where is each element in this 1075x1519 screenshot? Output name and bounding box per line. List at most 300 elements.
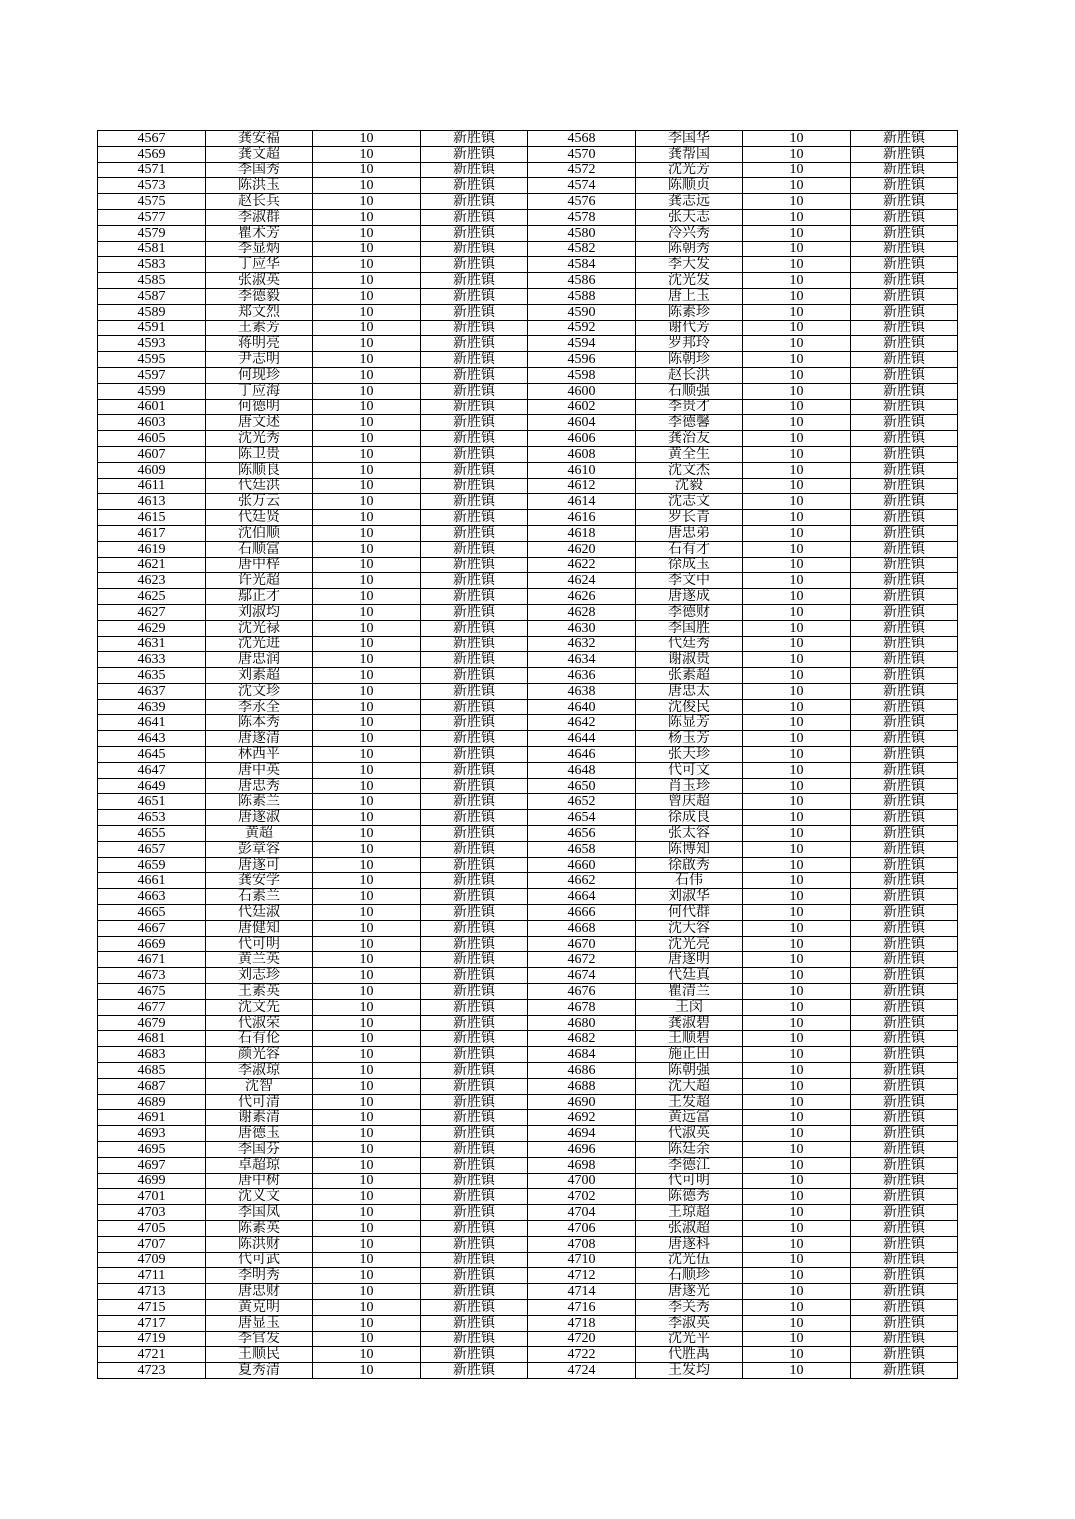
left-name-cell: 龚文超 bbox=[206, 146, 313, 162]
left-id-cell: 4629 bbox=[98, 620, 206, 636]
right-id-cell: 4704 bbox=[528, 1205, 636, 1221]
left-count-cell: 10 bbox=[313, 1220, 421, 1236]
right-town-cell: 新胜镇 bbox=[851, 589, 958, 605]
right-id-cell: 4600 bbox=[528, 383, 636, 399]
left-name-cell: 唐忠润 bbox=[206, 652, 313, 668]
left-name-cell: 龚安福 bbox=[206, 131, 313, 147]
left-count-cell: 10 bbox=[313, 984, 421, 1000]
right-name-cell: 李德馨 bbox=[636, 415, 743, 431]
right-name-cell: 沈光伍 bbox=[636, 1252, 743, 1268]
left-name-cell: 唐遂淑 bbox=[206, 810, 313, 826]
right-id-cell: 4652 bbox=[528, 794, 636, 810]
left-id-cell: 4647 bbox=[98, 762, 206, 778]
right-id-cell: 4582 bbox=[528, 241, 636, 257]
left-name-cell: 唐忠财 bbox=[206, 1284, 313, 1300]
right-count-cell: 10 bbox=[743, 1315, 851, 1331]
table-row bbox=[98, 1252, 958, 1268]
right-id-cell: 4594 bbox=[528, 336, 636, 352]
left-count-cell: 10 bbox=[313, 778, 421, 794]
left-town-cell: 新胜镇 bbox=[421, 1236, 528, 1252]
left-count-cell: 10 bbox=[313, 810, 421, 826]
left-count-cell: 10 bbox=[313, 794, 421, 810]
left-id-cell: 4617 bbox=[98, 525, 206, 541]
right-count-cell: 10 bbox=[743, 873, 851, 889]
left-id-cell: 4703 bbox=[98, 1205, 206, 1221]
table-row bbox=[98, 510, 958, 526]
left-count-cell: 10 bbox=[313, 1299, 421, 1315]
table-row bbox=[98, 446, 958, 462]
table-row bbox=[98, 1220, 958, 1236]
right-name-cell: 李贵才 bbox=[636, 399, 743, 415]
right-town-cell: 新胜镇 bbox=[851, 367, 958, 383]
right-town-cell: 新胜镇 bbox=[851, 999, 958, 1015]
left-name-cell: 赵长兵 bbox=[206, 194, 313, 210]
left-name-cell: 谢素清 bbox=[206, 1110, 313, 1126]
left-id-cell: 4681 bbox=[98, 1031, 206, 1047]
right-town-cell: 新胜镇 bbox=[851, 794, 958, 810]
right-id-cell: 4588 bbox=[528, 288, 636, 304]
left-town-cell: 新胜镇 bbox=[421, 762, 528, 778]
left-name-cell: 唐中梓 bbox=[206, 557, 313, 573]
table-row bbox=[98, 1363, 958, 1379]
left-id-cell: 4655 bbox=[98, 826, 206, 842]
right-count-cell: 10 bbox=[743, 636, 851, 652]
left-count-cell: 10 bbox=[313, 762, 421, 778]
left-id-cell: 4691 bbox=[98, 1110, 206, 1126]
left-id-cell: 4677 bbox=[98, 999, 206, 1015]
left-name-cell: 代廷贤 bbox=[206, 510, 313, 526]
right-id-cell: 4650 bbox=[528, 778, 636, 794]
right-town-cell: 新胜镇 bbox=[851, 936, 958, 952]
right-name-cell: 李德江 bbox=[636, 1157, 743, 1173]
left-count-cell: 10 bbox=[313, 905, 421, 921]
right-count-cell: 10 bbox=[743, 1173, 851, 1189]
table-row bbox=[98, 1205, 958, 1221]
right-id-cell: 4714 bbox=[528, 1284, 636, 1300]
roster-table bbox=[97, 130, 958, 1379]
left-id-cell: 4659 bbox=[98, 857, 206, 873]
left-town-cell: 新胜镇 bbox=[421, 604, 528, 620]
left-count-cell: 10 bbox=[313, 131, 421, 147]
left-count-cell: 10 bbox=[313, 241, 421, 257]
left-count-cell: 10 bbox=[313, 841, 421, 857]
right-id-cell: 4604 bbox=[528, 415, 636, 431]
right-name-cell: 肖玉珍 bbox=[636, 778, 743, 794]
right-name-cell: 沈俊民 bbox=[636, 699, 743, 715]
right-town-cell: 新胜镇 bbox=[851, 1031, 958, 1047]
right-town-cell: 新胜镇 bbox=[851, 857, 958, 873]
right-id-cell: 4658 bbox=[528, 841, 636, 857]
table-row bbox=[98, 557, 958, 573]
right-name-cell: 陈廷余 bbox=[636, 1142, 743, 1158]
right-id-cell: 4712 bbox=[528, 1268, 636, 1284]
left-town-cell: 新胜镇 bbox=[421, 841, 528, 857]
left-name-cell: 颜光容 bbox=[206, 1047, 313, 1063]
left-count-cell: 10 bbox=[313, 352, 421, 368]
right-name-cell: 谢代芳 bbox=[636, 320, 743, 336]
right-town-cell: 新胜镇 bbox=[851, 525, 958, 541]
right-name-cell: 徐成良 bbox=[636, 810, 743, 826]
right-id-cell: 4644 bbox=[528, 731, 636, 747]
left-town-cell: 新胜镇 bbox=[421, 525, 528, 541]
table-row bbox=[98, 1031, 958, 1047]
right-id-cell: 4590 bbox=[528, 304, 636, 320]
table-row bbox=[98, 478, 958, 494]
right-id-cell: 4702 bbox=[528, 1189, 636, 1205]
right-town-cell: 新胜镇 bbox=[851, 1015, 958, 1031]
left-name-cell: 王素芳 bbox=[206, 320, 313, 336]
right-town-cell: 新胜镇 bbox=[851, 1189, 958, 1205]
table-row bbox=[98, 1189, 958, 1205]
left-town-cell: 新胜镇 bbox=[421, 984, 528, 1000]
left-id-cell: 4627 bbox=[98, 604, 206, 620]
right-id-cell: 4710 bbox=[528, 1252, 636, 1268]
left-town-cell: 新胜镇 bbox=[421, 778, 528, 794]
right-name-cell: 徐啟秀 bbox=[636, 857, 743, 873]
left-id-cell: 4705 bbox=[98, 1220, 206, 1236]
right-id-cell: 4624 bbox=[528, 573, 636, 589]
left-count-cell: 10 bbox=[313, 1331, 421, 1347]
left-name-cell: 石有伦 bbox=[206, 1031, 313, 1047]
left-id-cell: 4623 bbox=[98, 573, 206, 589]
left-id-cell: 4625 bbox=[98, 589, 206, 605]
right-town-cell: 新胜镇 bbox=[851, 762, 958, 778]
left-town-cell: 新胜镇 bbox=[421, 352, 528, 368]
right-town-cell: 新胜镇 bbox=[851, 826, 958, 842]
right-name-cell: 沈大容 bbox=[636, 920, 743, 936]
right-id-cell: 4664 bbox=[528, 889, 636, 905]
right-count-cell: 10 bbox=[743, 1299, 851, 1315]
table-row bbox=[98, 778, 958, 794]
left-name-cell: 李官发 bbox=[206, 1331, 313, 1347]
right-name-cell: 唐遂科 bbox=[636, 1236, 743, 1252]
left-id-cell: 4643 bbox=[98, 731, 206, 747]
left-id-cell: 4569 bbox=[98, 146, 206, 162]
right-count-cell: 10 bbox=[743, 431, 851, 447]
left-id-cell: 4581 bbox=[98, 241, 206, 257]
table-row bbox=[98, 1015, 958, 1031]
right-town-cell: 新胜镇 bbox=[851, 478, 958, 494]
right-id-cell: 4568 bbox=[528, 131, 636, 147]
table-row bbox=[98, 952, 958, 968]
left-count-cell: 10 bbox=[313, 1347, 421, 1363]
left-town-cell: 新胜镇 bbox=[421, 968, 528, 984]
right-count-cell: 10 bbox=[743, 336, 851, 352]
table-row bbox=[98, 399, 958, 415]
table-row bbox=[98, 731, 958, 747]
left-id-cell: 4639 bbox=[98, 699, 206, 715]
right-id-cell: 4648 bbox=[528, 762, 636, 778]
right-id-cell: 4688 bbox=[528, 1078, 636, 1094]
left-name-cell: 鄢正才 bbox=[206, 589, 313, 605]
right-id-cell: 4634 bbox=[528, 652, 636, 668]
right-count-cell: 10 bbox=[743, 194, 851, 210]
left-name-cell: 郑文烈 bbox=[206, 304, 313, 320]
table-row bbox=[98, 1284, 958, 1300]
left-town-cell: 新胜镇 bbox=[421, 1205, 528, 1221]
left-count-cell: 10 bbox=[313, 573, 421, 589]
right-id-cell: 4584 bbox=[528, 257, 636, 273]
left-name-cell: 黄超 bbox=[206, 826, 313, 842]
left-town-cell: 新胜镇 bbox=[421, 1331, 528, 1347]
left-count-cell: 10 bbox=[313, 209, 421, 225]
right-name-cell: 代可明 bbox=[636, 1173, 743, 1189]
right-id-cell: 4656 bbox=[528, 826, 636, 842]
right-town-cell: 新胜镇 bbox=[851, 415, 958, 431]
left-town-cell: 新胜镇 bbox=[421, 146, 528, 162]
right-id-cell: 4692 bbox=[528, 1110, 636, 1126]
left-id-cell: 4583 bbox=[98, 257, 206, 273]
left-name-cell: 代廷洪 bbox=[206, 478, 313, 494]
right-count-cell: 10 bbox=[743, 1110, 851, 1126]
table-row bbox=[98, 1126, 958, 1142]
right-id-cell: 4660 bbox=[528, 857, 636, 873]
right-name-cell: 陈朝秀 bbox=[636, 241, 743, 257]
left-town-cell: 新胜镇 bbox=[421, 446, 528, 462]
right-id-cell: 4724 bbox=[528, 1363, 636, 1379]
right-town-cell: 新胜镇 bbox=[851, 1252, 958, 1268]
right-name-cell: 王闵 bbox=[636, 999, 743, 1015]
right-town-cell: 新胜镇 bbox=[851, 573, 958, 589]
right-count-cell: 10 bbox=[743, 510, 851, 526]
left-id-cell: 4633 bbox=[98, 652, 206, 668]
table-row bbox=[98, 715, 958, 731]
left-id-cell: 4697 bbox=[98, 1157, 206, 1173]
left-count-cell: 10 bbox=[313, 415, 421, 431]
table-row bbox=[98, 241, 958, 257]
right-id-cell: 4676 bbox=[528, 984, 636, 1000]
right-name-cell: 罗邦玲 bbox=[636, 336, 743, 352]
right-id-cell: 4580 bbox=[528, 225, 636, 241]
left-name-cell: 瞿术芳 bbox=[206, 225, 313, 241]
left-name-cell: 李国秀 bbox=[206, 162, 313, 178]
left-name-cell: 沈光秀 bbox=[206, 431, 313, 447]
right-count-cell: 10 bbox=[743, 762, 851, 778]
right-town-cell: 新胜镇 bbox=[851, 1063, 958, 1079]
left-id-cell: 4717 bbox=[98, 1315, 206, 1331]
left-count-cell: 10 bbox=[313, 604, 421, 620]
right-name-cell: 唐遂成 bbox=[636, 589, 743, 605]
right-id-cell: 4722 bbox=[528, 1347, 636, 1363]
left-id-cell: 4595 bbox=[98, 352, 206, 368]
left-count-cell: 10 bbox=[313, 399, 421, 415]
right-count-cell: 10 bbox=[743, 1189, 851, 1205]
left-count-cell: 10 bbox=[313, 683, 421, 699]
right-town-cell: 新胜镇 bbox=[851, 1268, 958, 1284]
left-id-cell: 4645 bbox=[98, 747, 206, 763]
right-count-cell: 10 bbox=[743, 905, 851, 921]
right-name-cell: 石顺珍 bbox=[636, 1268, 743, 1284]
right-count-cell: 10 bbox=[743, 1047, 851, 1063]
table-row bbox=[98, 383, 958, 399]
left-id-cell: 4613 bbox=[98, 494, 206, 510]
left-id-cell: 4571 bbox=[98, 162, 206, 178]
left-town-cell: 新胜镇 bbox=[421, 636, 528, 652]
right-id-cell: 4638 bbox=[528, 683, 636, 699]
table-row bbox=[98, 889, 958, 905]
left-town-cell: 新胜镇 bbox=[421, 952, 528, 968]
table-row bbox=[98, 604, 958, 620]
left-town-cell: 新胜镇 bbox=[421, 683, 528, 699]
left-town-cell: 新胜镇 bbox=[421, 494, 528, 510]
right-name-cell: 施正田 bbox=[636, 1047, 743, 1063]
table-row bbox=[98, 304, 958, 320]
table-row bbox=[98, 273, 958, 289]
right-count-cell: 10 bbox=[743, 1015, 851, 1031]
right-town-cell: 新胜镇 bbox=[851, 194, 958, 210]
left-town-cell: 新胜镇 bbox=[421, 1299, 528, 1315]
right-count-cell: 10 bbox=[743, 668, 851, 684]
right-town-cell: 新胜镇 bbox=[851, 604, 958, 620]
left-town-cell: 新胜镇 bbox=[421, 1315, 528, 1331]
left-name-cell: 林西平 bbox=[206, 747, 313, 763]
table-row bbox=[98, 1347, 958, 1363]
left-count-cell: 10 bbox=[313, 1315, 421, 1331]
left-id-cell: 4641 bbox=[98, 715, 206, 731]
left-town-cell: 新胜镇 bbox=[421, 273, 528, 289]
left-name-cell: 代可武 bbox=[206, 1252, 313, 1268]
left-name-cell: 尹志明 bbox=[206, 352, 313, 368]
right-id-cell: 4586 bbox=[528, 273, 636, 289]
left-id-cell: 4713 bbox=[98, 1284, 206, 1300]
right-town-cell: 新胜镇 bbox=[851, 241, 958, 257]
left-count-cell: 10 bbox=[313, 620, 421, 636]
table-row bbox=[98, 525, 958, 541]
right-name-cell: 杨玉芳 bbox=[636, 731, 743, 747]
left-count-cell: 10 bbox=[313, 273, 421, 289]
right-id-cell: 4612 bbox=[528, 478, 636, 494]
left-name-cell: 唐忠秀 bbox=[206, 778, 313, 794]
table-row bbox=[98, 320, 958, 336]
right-town-cell: 新胜镇 bbox=[851, 1142, 958, 1158]
table-row bbox=[98, 905, 958, 921]
table-row bbox=[98, 810, 958, 826]
right-id-cell: 4690 bbox=[528, 1094, 636, 1110]
right-count-cell: 10 bbox=[743, 225, 851, 241]
roster-table-body bbox=[98, 131, 958, 1379]
right-id-cell: 4628 bbox=[528, 604, 636, 620]
right-name-cell: 沈毅 bbox=[636, 478, 743, 494]
left-name-cell: 王顺民 bbox=[206, 1347, 313, 1363]
left-count-cell: 10 bbox=[313, 525, 421, 541]
left-town-cell: 新胜镇 bbox=[421, 304, 528, 320]
right-name-cell: 王发超 bbox=[636, 1094, 743, 1110]
left-count-cell: 10 bbox=[313, 668, 421, 684]
left-name-cell: 代可清 bbox=[206, 1094, 313, 1110]
left-id-cell: 4649 bbox=[98, 778, 206, 794]
table-row bbox=[98, 1268, 958, 1284]
left-id-cell: 4685 bbox=[98, 1063, 206, 1079]
table-row bbox=[98, 146, 958, 162]
table-row bbox=[98, 352, 958, 368]
left-name-cell: 陈洪财 bbox=[206, 1236, 313, 1252]
left-name-cell: 卓超琼 bbox=[206, 1157, 313, 1173]
left-count-cell: 10 bbox=[313, 1157, 421, 1173]
right-town-cell: 新胜镇 bbox=[851, 810, 958, 826]
left-id-cell: 4721 bbox=[98, 1347, 206, 1363]
left-name-cell: 沈智 bbox=[206, 1078, 313, 1094]
right-id-cell: 4640 bbox=[528, 699, 636, 715]
left-name-cell: 王素英 bbox=[206, 984, 313, 1000]
right-count-cell: 10 bbox=[743, 541, 851, 557]
right-count-cell: 10 bbox=[743, 352, 851, 368]
left-town-cell: 新胜镇 bbox=[421, 431, 528, 447]
left-town-cell: 新胜镇 bbox=[421, 131, 528, 147]
right-count-cell: 10 bbox=[743, 1363, 851, 1379]
left-town-cell: 新胜镇 bbox=[421, 1284, 528, 1300]
table-row bbox=[98, 288, 958, 304]
left-name-cell: 陈顺良 bbox=[206, 462, 313, 478]
table-row bbox=[98, 336, 958, 352]
table-row bbox=[98, 415, 958, 431]
right-count-cell: 10 bbox=[743, 652, 851, 668]
table-row bbox=[98, 841, 958, 857]
right-count-cell: 10 bbox=[743, 1284, 851, 1300]
right-town-cell: 新胜镇 bbox=[851, 873, 958, 889]
right-count-cell: 10 bbox=[743, 1094, 851, 1110]
left-town-cell: 新胜镇 bbox=[421, 225, 528, 241]
left-town-cell: 新胜镇 bbox=[421, 699, 528, 715]
left-town-cell: 新胜镇 bbox=[421, 257, 528, 273]
left-name-cell: 唐中英 bbox=[206, 762, 313, 778]
left-id-cell: 4665 bbox=[98, 905, 206, 921]
right-count-cell: 10 bbox=[743, 288, 851, 304]
right-count-cell: 10 bbox=[743, 1347, 851, 1363]
left-id-cell: 4575 bbox=[98, 194, 206, 210]
left-name-cell: 陈素英 bbox=[206, 1220, 313, 1236]
right-name-cell: 陈博知 bbox=[636, 841, 743, 857]
right-name-cell: 陈朝强 bbox=[636, 1063, 743, 1079]
left-name-cell: 代廷淑 bbox=[206, 905, 313, 921]
table-row bbox=[98, 920, 958, 936]
right-count-cell: 10 bbox=[743, 683, 851, 699]
left-town-cell: 新胜镇 bbox=[421, 383, 528, 399]
left-name-cell: 刘素超 bbox=[206, 668, 313, 684]
right-count-cell: 10 bbox=[743, 731, 851, 747]
left-id-cell: 4591 bbox=[98, 320, 206, 336]
left-town-cell: 新胜镇 bbox=[421, 652, 528, 668]
left-name-cell: 夏秀清 bbox=[206, 1363, 313, 1379]
left-name-cell: 张淑英 bbox=[206, 273, 313, 289]
right-count-cell: 10 bbox=[743, 857, 851, 873]
table-row bbox=[98, 1236, 958, 1252]
right-name-cell: 李关秀 bbox=[636, 1299, 743, 1315]
left-id-cell: 4607 bbox=[98, 446, 206, 462]
right-town-cell: 新胜镇 bbox=[851, 683, 958, 699]
left-id-cell: 4587 bbox=[98, 288, 206, 304]
left-id-cell: 4687 bbox=[98, 1078, 206, 1094]
right-count-cell: 10 bbox=[743, 462, 851, 478]
right-town-cell: 新胜镇 bbox=[851, 1236, 958, 1252]
right-count-cell: 10 bbox=[743, 826, 851, 842]
left-count-cell: 10 bbox=[313, 431, 421, 447]
right-count-cell: 10 bbox=[743, 304, 851, 320]
right-name-cell: 石顺强 bbox=[636, 383, 743, 399]
right-id-cell: 4678 bbox=[528, 999, 636, 1015]
right-name-cell: 张淑超 bbox=[636, 1220, 743, 1236]
left-name-cell: 李德毅 bbox=[206, 288, 313, 304]
left-town-cell: 新胜镇 bbox=[421, 826, 528, 842]
left-id-cell: 4667 bbox=[98, 920, 206, 936]
left-id-cell: 4605 bbox=[98, 431, 206, 447]
right-town-cell: 新胜镇 bbox=[851, 699, 958, 715]
left-town-cell: 新胜镇 bbox=[421, 288, 528, 304]
left-town-cell: 新胜镇 bbox=[421, 1110, 528, 1126]
left-id-cell: 4701 bbox=[98, 1189, 206, 1205]
left-town-cell: 新胜镇 bbox=[421, 589, 528, 605]
left-town-cell: 新胜镇 bbox=[421, 999, 528, 1015]
right-name-cell: 代胜禹 bbox=[636, 1347, 743, 1363]
